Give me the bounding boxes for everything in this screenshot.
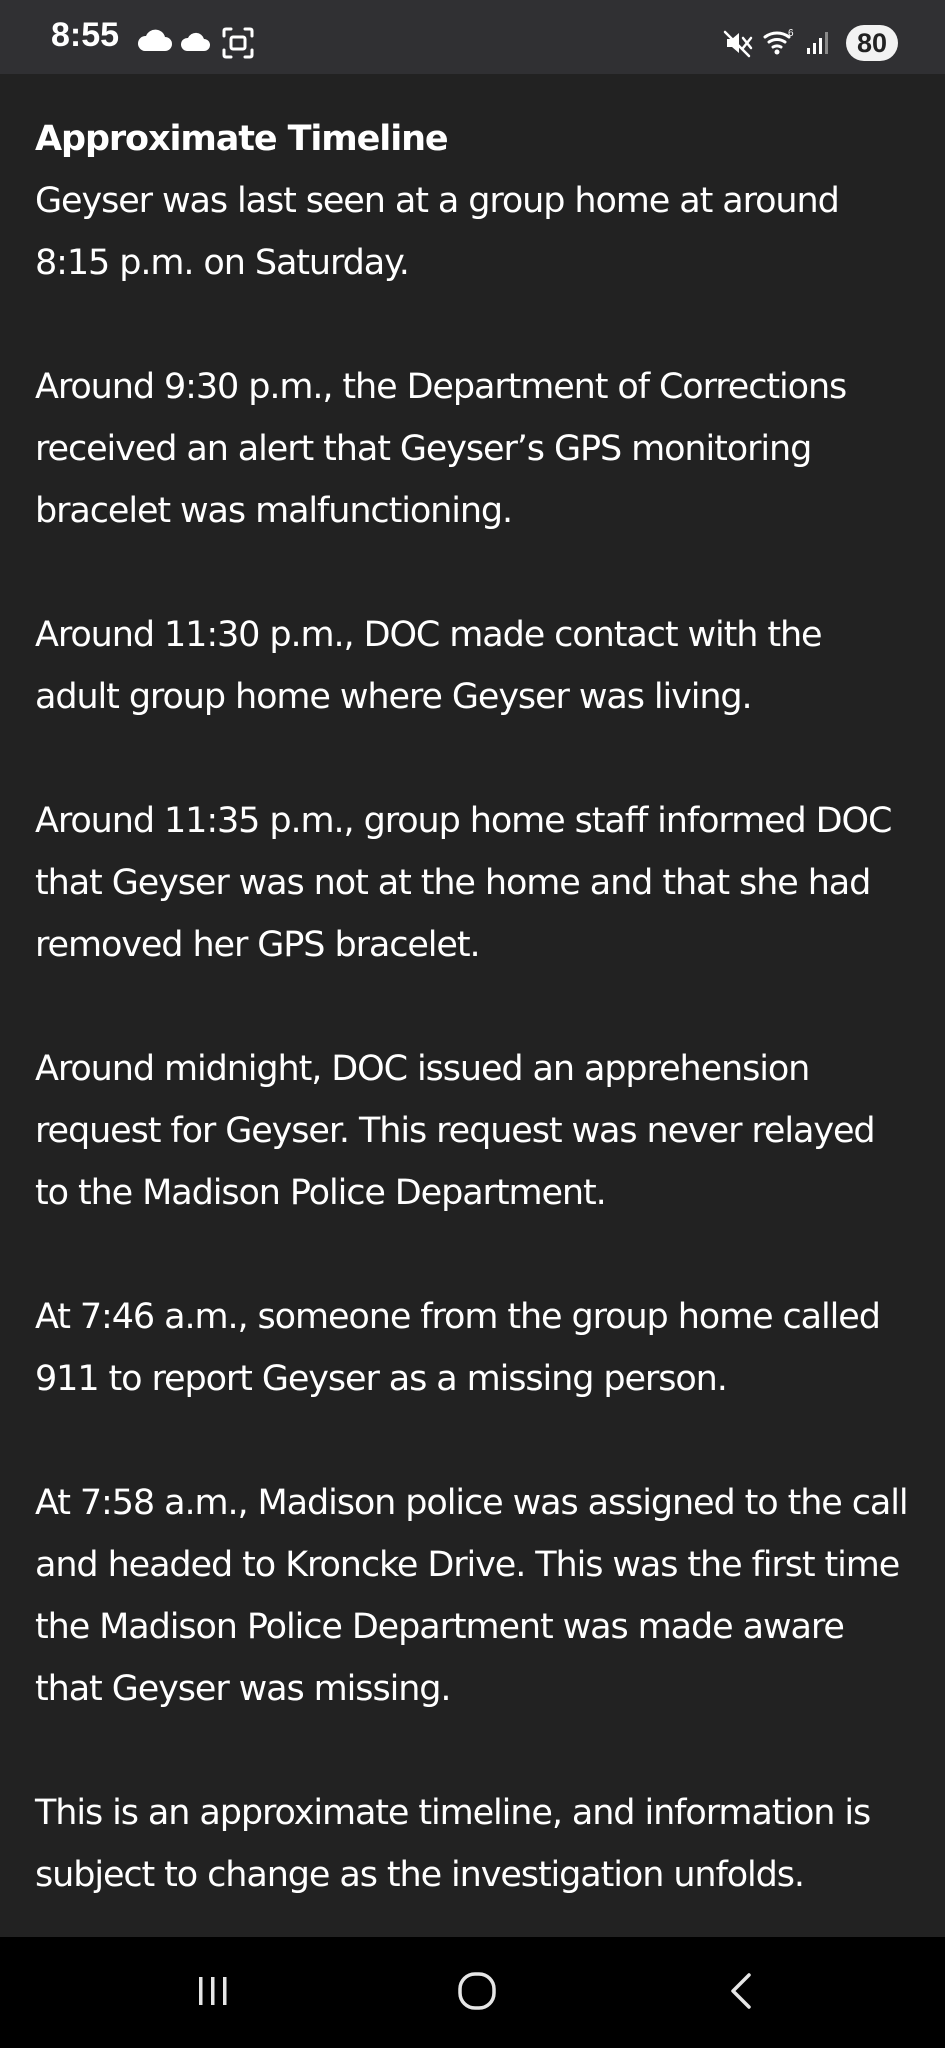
cloud-icon bbox=[181, 31, 211, 57]
timeline-paragraph: Geyser was last seen at a group home at around 8:15 p.m. on Saturday. bbox=[35, 181, 839, 283]
screenshot-icon bbox=[221, 26, 255, 64]
timeline-paragraph: Around midnight, DOC issued an apprehension request for Geyser. This request was never relayed to the Madison Police Department. bbox=[35, 1049, 875, 1213]
timeline-paragraph: This is an approximate timeline, and information is subject to change as the investigation unfolds. bbox=[35, 1793, 871, 1895]
cloud-icon bbox=[137, 29, 173, 57]
home-icon bbox=[455, 1969, 499, 2017]
timeline-paragraph: Around 9:30 p.m., the Department of Corrections received an alert that Geyser’s GPS monitoring bracelet was malfunctioning. bbox=[35, 367, 847, 531]
recent-apps-button[interactable] bbox=[153, 1937, 273, 2048]
status-time: 8:55 bbox=[51, 16, 120, 54]
back-button[interactable] bbox=[681, 1937, 801, 2048]
article bbox=[35, 108, 915, 1968]
timeline-paragraph: Around 11:30 p.m., DOC made contact with the adult group home where Geyser was living. bbox=[35, 615, 822, 717]
timeline-paragraph: Around 11:35 p.m., group home staff informed DOC that Geyser was not at the home and that she had removed her GPS bracelet. bbox=[35, 801, 892, 965]
recent-apps-icon bbox=[193, 1973, 233, 2013]
timeline-paragraph: At 7:46 a.m., someone from the group home called 911 to report Geyser as a missing person. bbox=[35, 1297, 880, 1399]
navigation-bar bbox=[0, 1937, 945, 2048]
home-button[interactable] bbox=[417, 1937, 537, 2048]
signal-icon bbox=[805, 30, 833, 60]
wifi-icon bbox=[763, 27, 795, 59]
svg-text:6: 6 bbox=[788, 28, 794, 39]
back-icon bbox=[723, 1969, 759, 2017]
battery-icon: 80 bbox=[846, 25, 898, 61]
mute-icon bbox=[723, 28, 753, 62]
status-bar bbox=[0, 0, 945, 74]
article-heading: Approximate Timeline bbox=[35, 119, 448, 159]
timeline-paragraph: At 7:58 a.m., Madison police was assigned to the call and headed to Kroncke Drive. This was the first time the Madison Police Department was made aware that Geyser was missing. bbox=[35, 1483, 908, 1709]
